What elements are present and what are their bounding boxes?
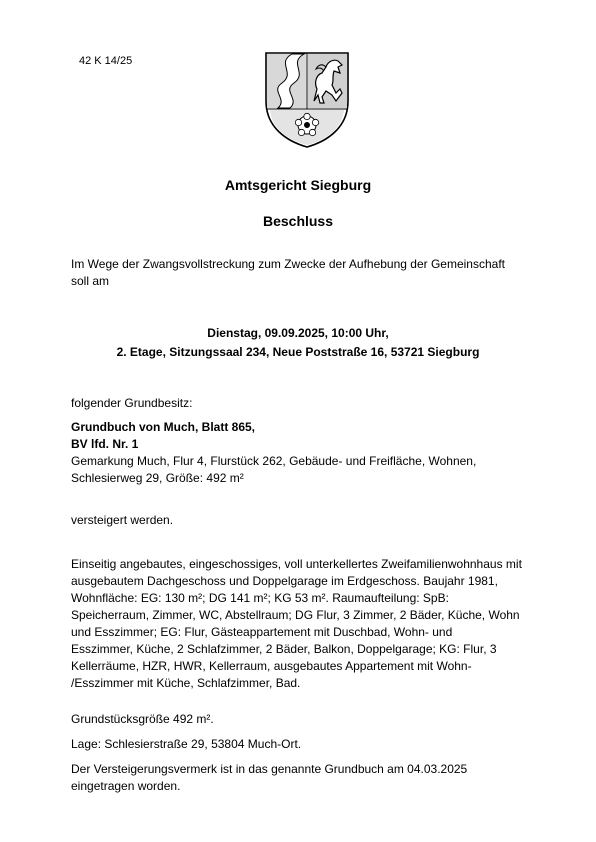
registration-note: [71, 761, 531, 795]
intro-line: Im Wege der Zwangsvollstreckung zum Zwecke der Aufhebung der Gemeinschaft: [71, 257, 505, 271]
description-line: Einseitig angebautes, eingeschossiges, voll unterkellertes Zweifamilienwohnhaus mit: [71, 557, 522, 571]
appointment-location: 2. Etage, Sitzungssaal 234, Neue Poststraße 16, 53721 Siegburg: [116, 345, 480, 359]
property-description: [71, 556, 531, 692]
land-register-line: Schlesierweg 29, Größe: 492 m²: [71, 471, 244, 485]
description-line: und Esszimmer; EG: Flur, Gästeappartement mit Duschbad, Wohn- und: [71, 625, 453, 639]
property-label: folgender Grundbesitz:: [71, 396, 193, 410]
land-register-line: BV lfd. Nr. 1: [71, 437, 139, 451]
file-reference: 42 K 14/25: [79, 55, 133, 67]
court-name: Amtsgericht Siegburg: [224, 177, 372, 193]
document-title: Beschluss: [262, 213, 334, 229]
description-line: Wohnfläche: EG: 130 m²; DG 141 m²; KG 53 m². Raumaufteilung: SpB:: [71, 591, 449, 605]
intro-paragraph: [71, 256, 531, 290]
registration-line: Der Versteigerungsvermerk ist in das genannte Grundbuch am 04.03.2025: [71, 762, 468, 776]
intro-line: soll am: [71, 274, 110, 288]
property-location: Lage: Schlesierstraße 29, 53804 Much-Ort.: [71, 737, 302, 751]
land-register-block: [71, 419, 531, 487]
land-register-line: Gemarkung Much, Flur 4, Flurstück 262, Gebäude- und Freifläche, Wohnen,: [71, 454, 477, 468]
description-line: Kellerräume, HZR, HWR, Kellerraum, ausgebautes Appartement mit Wohn-: [71, 659, 472, 673]
nrw-coat-of-arms-icon: [262, 49, 352, 149]
description-line: ausgebautem Dachgeschoss und Doppelgarage im Erdgeschoss. Baujahr 1981,: [71, 574, 498, 588]
appointment-date: Dienstag, 09.09.2025, 10:00 Uhr,: [207, 326, 389, 340]
land-register-line: Grundbuch von Much, Blatt 865,: [71, 420, 256, 434]
description-line: Esszimmer, Küche, 2 Schlafzimmer, 2 Bäder, Balkon, Doppelgarage; KG: Flur, 3: [71, 642, 497, 656]
plot-size: Grundstücksgröße 492 m².: [71, 712, 214, 726]
description-line: /Esszimmer mit Küche, Schlafzimmer, Bad.: [71, 676, 301, 690]
registration-line: eingetragen worden.: [71, 779, 181, 793]
auction-note: versteigert werden.: [71, 513, 174, 527]
description-line: Speicherraum, Zimmer, WC, Abstellraum; DG Flur, 3 Zimmer, 2 Bäder, Küche, Wohn: [71, 608, 520, 622]
